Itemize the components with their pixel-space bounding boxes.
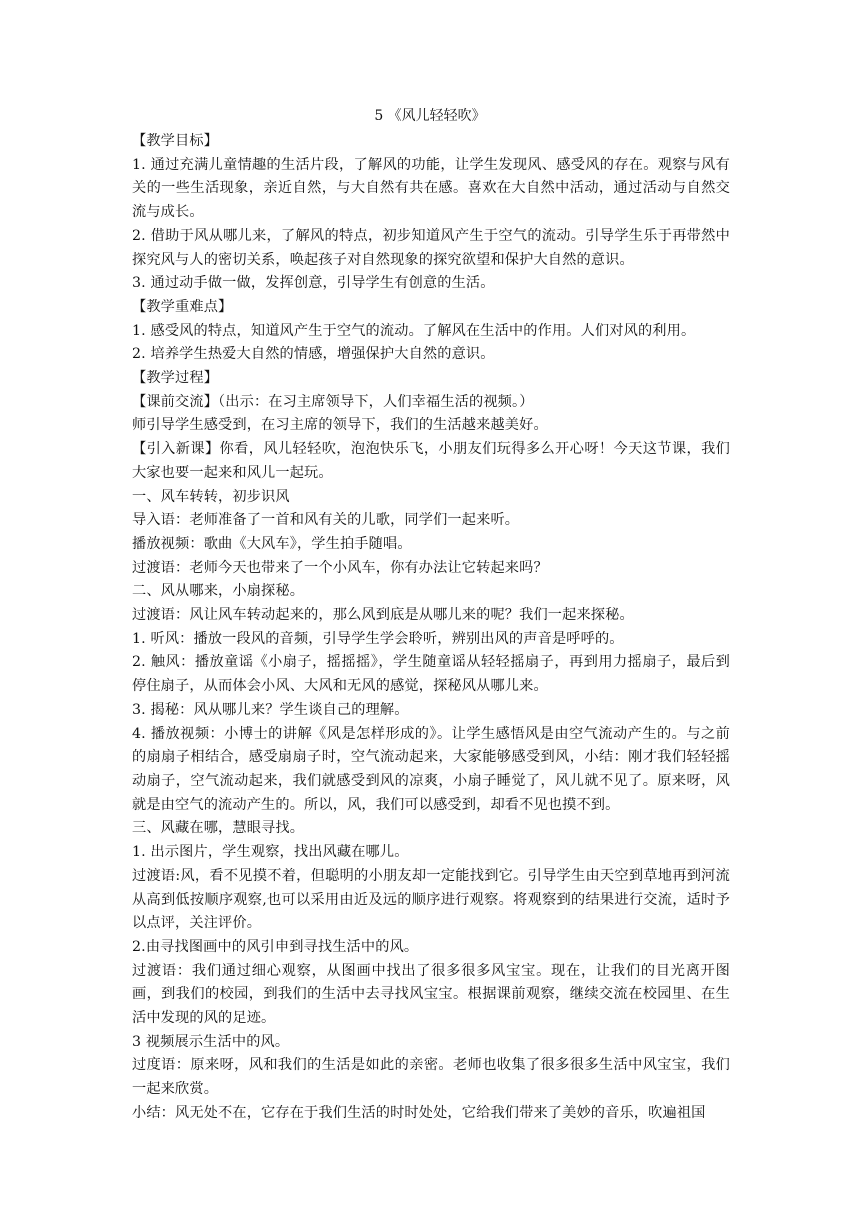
paragraph: 【引入新课】你看，风儿轻轻吹，泡泡快乐飞，小朋友们玩得多么开心呀！今天这节课，我们大家也要一起来和风儿一起玩。 [132,441,730,481]
paragraph: 3. 揭秘：风从哪儿来？学生谈自己的理解。 [132,701,409,718]
page-title: 5 《风儿轻轻吹》 [374,108,486,124]
paragraph: 1. 感受风的特点，知道风产生于空气的流动。了解风在生活中的作用。人们对风的利用。 [132,322,696,339]
paragraph: 2. 培养学生热爱大自然的情感，增强保护大自然的意识。 [132,346,495,363]
subsection-heading: 三、风藏在哪，慧眼寻找。 [132,820,305,837]
paragraph: 1. 听风：播放一段风的音频，引导学生学会聆听，辨别出风的声音是呼呼的。 [132,630,624,647]
paragraph: 小结：风无处不在，它存在于我们生活的时时处处，它给我们带来了美妙的音乐，吹遍祖国 [132,1104,706,1121]
paragraph: 【课前交流】（出示：在习主席领导下，人们幸福生活的视频。） [132,393,534,410]
paragraph: 1. 出示图片，学生观察，找出风藏在哪儿。 [132,844,409,861]
paragraph: 3 视频展示生活中的风。 [132,1033,290,1050]
paragraph: 师引导学生感受到，在习主席的领导下，我们的生活越来越美好。 [132,417,548,434]
section-heading-process: 【教学过程】 [132,370,219,387]
paragraph: 过渡语：我们通过细心观察，从图画中找出了很多很多风宝宝。现在，让我们的目光离开图画，到我们的校园，到我们的生活中去寻找风宝宝。根据课前观察，继续交流在校园里、在生活中发现的风的足迹。 [132,962,730,1027]
subsection-heading: 一、风车转转，初步识风 [132,488,290,505]
section-heading-objectives: 【教学目标】 [132,133,219,149]
paragraph: 导入语：老师准备了一首和风有关的儿歌，同学们一起来听。 [132,512,520,529]
paragraph: 过渡语:风，看不见摸不着，但聪明的小朋友却一定能找到它。引导学生由天空到草地再到河流从高到低按顺序观察,也可以采用由近及远的顺序进行观察。将观察到的结果进行交流，适时予以点评，关注评价。 [132,867,730,932]
paragraph: 4. 播放视频：小博士的讲解《风是怎样形成的》。让学生感悟风是由空气流动产生的。与之前的扇扇子相结合，感受扇扇子时，空气流动起来，大家能够感受到风，小结：刚才我们轻轻摇动扇子，空气流动起来，我们就感受到风的凉爽，小扇子睡觉了，风儿就不见了。原来呀，风就是由空气的流动产生的。所以，风，我们可以感受到，却看不见也摸不到。 [132,725,730,813]
paragraph: 3. 通过动手做一做，发挥创意，引导学生有创意的生活。 [132,275,495,292]
section-heading-key-points: 【教学重难点】 [132,298,233,315]
paragraph: 过渡语：老师今天也带来了一个小风车，你有办法让它转起来吗？ [132,559,548,576]
paragraph: 过渡语：风让风车转动起来的，那么风到底是从哪儿来的呢？我们一起来探秘。 [132,607,634,624]
paragraph: 1. 通过充满儿童情趣的生活片段，了解风的功能，让学生发现风、感受风的存在。观察与风有关的一些生活现象，亲近自然，与大自然有共在感。喜欢在大自然中活动，通过活动与自然交流与成长。 [132,156,730,221]
paragraph: 2. 借助于风从哪儿来，了解风的特点，初步知道风产生于空气的流动。引导学生乐于再带然中探究风与人的密切关系，唤起孩子对自然现象的探究欲望和保护大自然的意识。 [132,227,730,268]
paragraph: 播放视频：歌曲《大风车》，学生拍手随唱。 [132,535,412,552]
document-body [132,130,730,1126]
paragraph: 2.由寻找图画中的风引申到寻找生活中的风。 [132,938,419,955]
paragraph: 2. 触风：播放童谣《小扇子，摇摇摇》，学生随童谣从轻轻摇扇子，再到用力摇扇子，最后到停住扇子，从而体会小风、大风和无风的感觉，探秘风从哪儿来。 [132,654,730,695]
paragraph: 过度语：原来呀，风和我们的生活是如此的亲密。老师也收集了很多很多生活中风宝宝，我们一起来欣赏。 [132,1057,730,1098]
subsection-heading: 二、风从哪来，小扇探秘。 [132,583,305,600]
